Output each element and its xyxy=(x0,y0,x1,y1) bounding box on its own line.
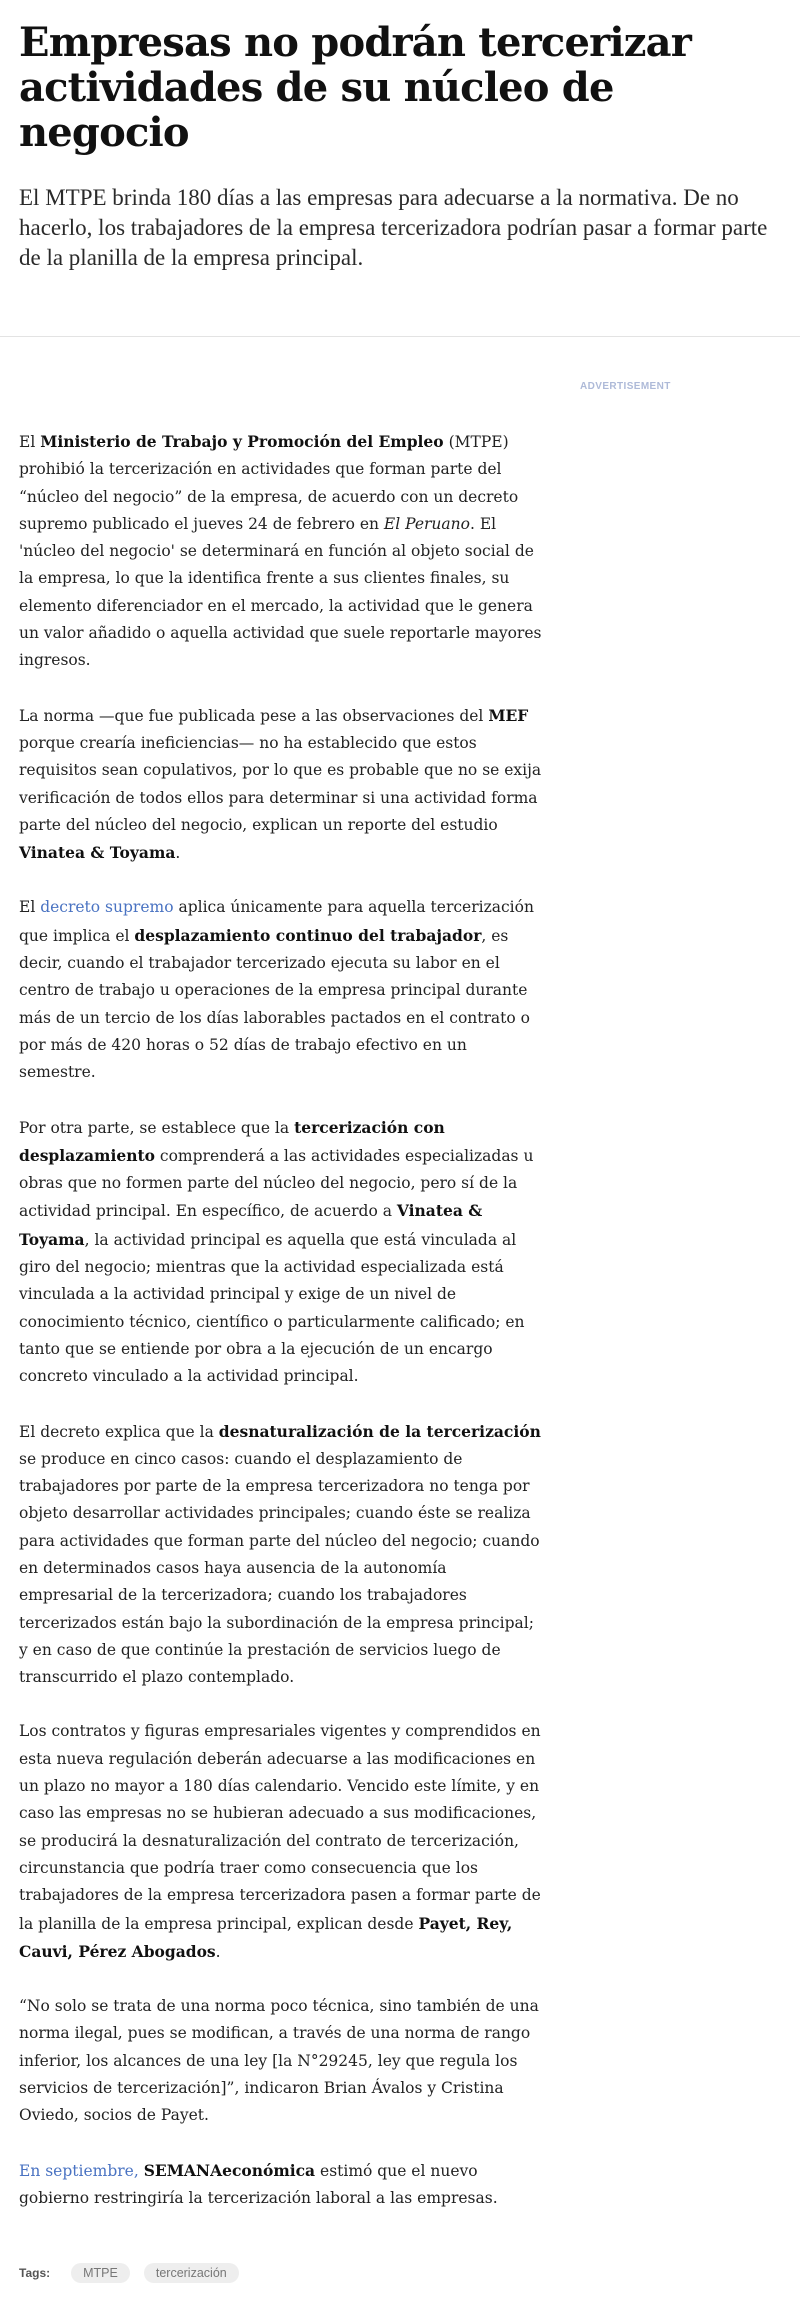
bold-text: Vinatea & Toyama xyxy=(19,1201,483,1249)
text: El xyxy=(19,433,41,451)
text: , es decir, cuando el trabajador tercerizado ejecuta su labor en el centro de trabajo u operaciones de la empresa principal durante más de un tercio de los días laborables pactados en el contrato o por más de 420 horas o 52 días de trabajo efectivo en un semestre. xyxy=(19,926,530,1082)
bold-text: MEF xyxy=(488,705,529,725)
subheadline: El MTPE brinda 180 días a las empresas para adecuarse a la normativa. De no hacerlo, los trabajadores de la empresa tercerizadora podrían pasar a formar parte de la planilla de la empresa principal. xyxy=(19,185,768,270)
text: comprenderá a las actividades especializadas u obras que no formen parte del núcleo del negocio, pero sí de la actividad principal. En específico, de acuerdo a xyxy=(19,1146,534,1221)
text: . xyxy=(175,844,181,863)
tag-mtpe[interactable]: MTPE xyxy=(71,2263,130,2283)
article-body xyxy=(19,428,544,2239)
text: . xyxy=(215,1942,221,1961)
advertisement-label: ADVERTISEMENT xyxy=(580,381,671,392)
bold-text: Payet, Rey, Cauvi, Pérez Abogados xyxy=(19,1913,513,1961)
text: aplica únicamente para aquella tercerización que implica el xyxy=(19,898,534,945)
tag-tercerizacion[interactable]: tercerización xyxy=(144,2263,239,2283)
paragraph-8 xyxy=(19,2157,544,2213)
tags-bar xyxy=(19,2263,253,2283)
paragraph-7 xyxy=(19,1993,544,2129)
paragraph-4 xyxy=(19,1114,544,1391)
paragraph-5 xyxy=(19,1418,544,1692)
text: . El 'núcleo del negocio' se determinará en función al objeto social de la empresa, lo que la identifica frente a sus clientes finales, su elemento diferenciador en el mercado, la actividad que le genera un valor añadido o aquella actividad que suele reportarle mayores ingresos. xyxy=(19,514,542,670)
header-divider xyxy=(0,336,800,337)
bold-text: Vinatea & Toyama xyxy=(19,843,176,863)
bold-text: desplazamiento continuo del trabajador xyxy=(134,925,482,945)
text: Por otra parte, se establece que la xyxy=(19,1118,295,1137)
bold-text: tercerización con desplazamiento xyxy=(19,1117,445,1165)
text: El xyxy=(19,898,41,917)
text: (MTPE) prohibió la tercerización en actividades que forman parte del “núcleo del negocio” de la empresa, de acuerdo con un decreto supremo publicado el jueves 24 de febrero en xyxy=(19,433,519,533)
september-link[interactable]: En septiembre, xyxy=(19,2161,139,2180)
text: , la actividad principal es aquella que está vinculada al giro del negocio; mientras que la actividad especializada está vinculada a la actividad principal y exige de un nivel de conocimiento técnico, científico o particularmente calificado; en tanto que se entiende por obra a la ejecución de un encargo concreto vinculado a la actividad principal. xyxy=(19,1230,525,1386)
decreto-supremo-link[interactable]: decreto supremo xyxy=(40,898,174,917)
headline: Empresas no podrán tercerizar actividades de su núcleo de negocio xyxy=(19,19,692,156)
text: porque crearía ineficiencias— no ha establecido que estos requisitos sean copulativos, por lo que es probable que no se exija verificación de todos ellos para determinar si una actividad forma parte del núcleo del negocio, explican un reporte del estudio xyxy=(19,733,542,834)
text: se produce en cinco casos: cuando el desplazamiento de trabajadores por parte de la empresa tercerizadora no tenga por objeto desarrollar actividades principales; cuando éste se realiza para actividades que forman parte del núcleo del negocio; cuando en determinados casos haya ausencia de la autonomía empresarial de la tercerizadora; cuando los trabajadores tercerizados están bajo la subordinación de la empresa principal; y en caso de que continúe la prestación de servicios luego de transcurrido el plazo contemplado. xyxy=(19,1449,540,1687)
bold-text: SEMANAeconómica xyxy=(143,2160,316,2180)
article-header xyxy=(0,0,800,273)
text: El decreto explica que la xyxy=(19,1422,219,1441)
text: “No solo se trata de una norma poco técnica, sino también de una norma ilegal, pues se modifican, a través de una norma de rango inferior, los alcances de una ley [la N°29245, ley que regula los servicios de tercerización]”, indicaron Brian Ávalos y Cristina Oviedo, socios de Payet. xyxy=(19,1997,539,2125)
bold-text: desnaturalización de la tercerización xyxy=(218,1421,541,1441)
tags-label: Tags: xyxy=(19,2266,51,2280)
text: estimó que el nuevo gobierno restringiría la tercerización laboral a las empresas. xyxy=(19,2161,498,2207)
paragraph-1 xyxy=(19,428,544,675)
paragraph-6 xyxy=(19,1718,544,1966)
paragraph-3 xyxy=(19,894,544,1086)
text: Los contratos y figuras empresariales vigentes y comprendidos en esta nueva regulación deberán adecuarse a las modificaciones en un plazo no mayor a 180 días calendario. Vencido este límite, y en caso las empresas no se hubieran adecuado a sus modificaciones, se producirá la desnaturalización del contrato de tercerización, circunstancia que podría traer como consecuencia que los trabajadores de la empresa tercerizadora pasen a formar parte de la planilla de la empresa principal, explican desde xyxy=(19,1722,541,1933)
italic-text: El Peruano xyxy=(383,514,470,533)
bold-text: Ministerio de Trabajo y Promoción del Empleo xyxy=(40,432,444,451)
text: La norma —que fue publicada pese a las observaciones del xyxy=(19,706,489,725)
paragraph-2 xyxy=(19,702,544,868)
